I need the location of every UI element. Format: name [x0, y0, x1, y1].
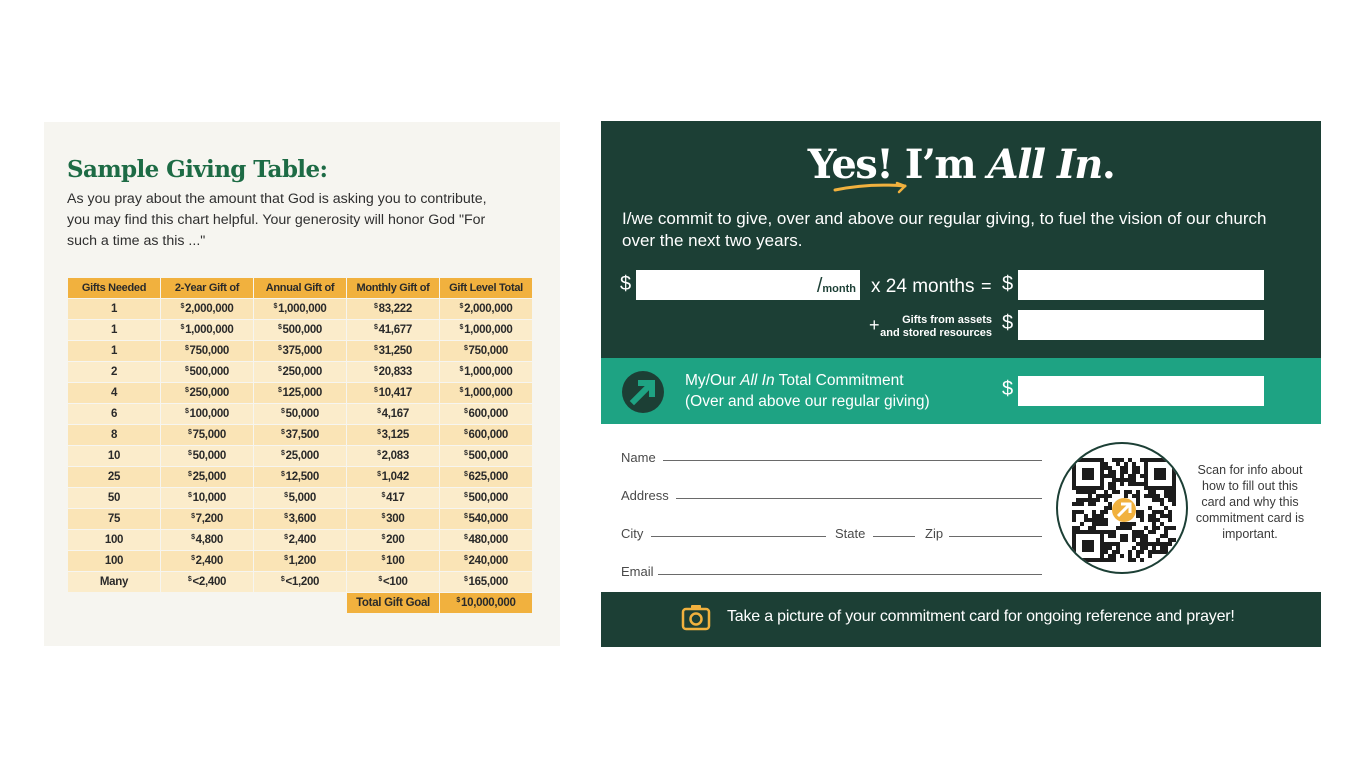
giving-table-cell: $20,833 [347, 362, 439, 382]
giving-table-cell: 100 [68, 551, 160, 571]
two-year-total-field[interactable] [1018, 270, 1264, 300]
qr-code[interactable] [1056, 442, 1188, 574]
arrow-up-right-icon [622, 371, 664, 413]
giving-table-cell: $240,000 [440, 551, 532, 571]
scan-instructions: Scan for info about how to fill out this card and why this commitment card is important. [1195, 463, 1305, 541]
giving-table-cell: $250,000 [161, 383, 253, 403]
giving-table-cell: $625,000 [440, 467, 532, 487]
giving-table-header-row [68, 278, 532, 298]
total-gift-goal-value: $10,000,000 [440, 593, 532, 613]
giving-table-cell: 25 [68, 467, 160, 487]
giving-table-row [68, 530, 532, 550]
giving-table-cell: $500,000 [440, 488, 532, 508]
giving-table-intro: As you pray about the amount that God is asking you to contribute, you may find this chart helpful. Your generosity will honor God "For such a time as this ..." [67, 191, 487, 249]
dollar-sign: $ [620, 273, 632, 295]
giving-table-cell: $600,000 [440, 425, 532, 445]
giving-table-row [68, 404, 532, 424]
total-commitment-band [601, 358, 1321, 424]
giving-table-cell: $100 [347, 551, 439, 571]
giving-table-cell: $3,600 [254, 509, 346, 529]
giving-table-cell: $540,000 [440, 509, 532, 529]
giving-table-cell: $1,000,000 [254, 299, 346, 319]
giving-table-cell: $12,500 [254, 467, 346, 487]
email-label: Email [621, 564, 654, 579]
giving-table-cell: 8 [68, 425, 160, 445]
equals-sign: = [981, 276, 992, 296]
giving-table-cell: $1,000,000 [161, 320, 253, 340]
times-24-months: x 24 months [871, 276, 975, 297]
giving-table-cell: $750,000 [161, 341, 253, 361]
giving-table-cell: $600,000 [440, 404, 532, 424]
giving-table-cell: $1,000,000 [440, 383, 532, 403]
giving-table-cell: $37,500 [254, 425, 346, 445]
giving-table-cell: $25,000 [161, 467, 253, 487]
giving-table-row [68, 488, 532, 508]
total-commitment-field[interactable] [1018, 376, 1264, 406]
giving-table-cell: $200 [347, 530, 439, 550]
giving-table-cell: 10 [68, 446, 160, 466]
address-label: Address [621, 488, 669, 503]
giving-table-cell: 6 [68, 404, 160, 424]
state-field[interactable] [873, 536, 915, 537]
contact-form [601, 424, 1321, 592]
giving-table-cell: $2,000,000 [440, 299, 532, 319]
giving-table-cell: 2 [68, 362, 160, 382]
giving-table-title: Sample Giving Table: [67, 156, 328, 183]
dollar-sign: $ [1002, 378, 1014, 400]
total-gift-goal-label: Total Gift Goal [347, 593, 439, 613]
dollar-sign: $ [1002, 312, 1014, 334]
total-commitment-label: My/Our All In Total Commitment (Over and above our regular giving) [685, 372, 930, 410]
giving-table-cell: $<100 [347, 572, 439, 592]
email-field[interactable] [658, 574, 1042, 575]
giving-table-cell: $500,000 [254, 320, 346, 340]
asset-gifts-field[interactable] [1018, 310, 1264, 340]
giving-table-cell: $480,000 [440, 530, 532, 550]
giving-table-cell: $750,000 [440, 341, 532, 361]
giving-table-cell: 1 [68, 299, 160, 319]
giving-table-cell: $500,000 [440, 446, 532, 466]
giving-table-cell: $2,400 [254, 530, 346, 550]
giving-table-row [68, 341, 532, 361]
giving-table-total-row [68, 593, 532, 613]
giving-table-row [68, 299, 532, 319]
column-header: Gift Level Total [440, 278, 532, 298]
qr-code-pattern [1058, 444, 1188, 574]
giving-table-cell: $4,800 [161, 530, 253, 550]
commitment-statement: I/we commit to give, over and above our regular giving, to fuel the vision of our church over the next two years. [622, 209, 1267, 250]
giving-table-cell: $5,000 [254, 488, 346, 508]
giving-table [67, 277, 533, 614]
giving-table-row [68, 362, 532, 382]
column-header: 2-Year Gift of [161, 278, 253, 298]
giving-table-cell: $250,000 [254, 362, 346, 382]
giving-table-cell: 1 [68, 320, 160, 340]
giving-table-cell: $375,000 [254, 341, 346, 361]
name-label: Name [621, 450, 656, 465]
per-month-label: /month [816, 275, 856, 297]
city-label: City [621, 526, 644, 541]
giving-table-cell: $4,167 [347, 404, 439, 424]
giving-table-cell: $417 [347, 488, 439, 508]
giving-table-cell: $2,400 [161, 551, 253, 571]
giving-table-cell: $500,000 [161, 362, 253, 382]
giving-table-row [68, 572, 532, 592]
giving-table-row [68, 551, 532, 571]
column-header: Monthly Gift of [347, 278, 439, 298]
column-header: Gifts Needed [68, 278, 160, 298]
giving-table-cell: 4 [68, 383, 160, 403]
commitment-card [601, 121, 1321, 647]
zip-label: Zip [925, 526, 944, 541]
underline-swoosh-icon [833, 181, 909, 195]
name-field[interactable] [663, 460, 1042, 461]
giving-table-cell: $2,000,000 [161, 299, 253, 319]
giving-table-cell: $25,000 [254, 446, 346, 466]
giving-table-row [68, 320, 532, 340]
giving-table-cell: $75,000 [161, 425, 253, 445]
giving-table-row [68, 425, 532, 445]
giving-table-cell: $1,200 [254, 551, 346, 571]
column-header: Annual Gift of [254, 278, 346, 298]
plus-sign: + [869, 315, 880, 335]
giving-table-cell: 50 [68, 488, 160, 508]
giving-table-cell: $<2,400 [161, 572, 253, 592]
zip-field[interactable] [949, 536, 1042, 537]
giving-table-cell: $1,000,000 [440, 362, 532, 382]
dollar-sign: $ [1002, 273, 1014, 295]
giving-table-cell: $<1,200 [254, 572, 346, 592]
giving-table-cell: $100,000 [161, 404, 253, 424]
giving-table-cell: $31,250 [347, 341, 439, 361]
photo-reminder-band [601, 592, 1321, 647]
giving-table-cell: $125,000 [254, 383, 346, 403]
headline: Yes! I’m All In. [807, 141, 1115, 188]
giving-table-cell: $1,000,000 [440, 320, 532, 340]
giving-table-row [68, 383, 532, 403]
giving-table-row [68, 446, 532, 466]
giving-table-cell: $7,200 [161, 509, 253, 529]
giving-table-row [68, 467, 532, 487]
state-label: State [835, 526, 866, 541]
camera-icon [681, 603, 711, 631]
giving-table-cell: $10,000 [161, 488, 253, 508]
giving-table-cell: $165,000 [440, 572, 532, 592]
giving-table-cell: Many [68, 572, 160, 592]
giving-table-cell: 1 [68, 341, 160, 361]
giving-table-body [68, 299, 532, 592]
giving-table-cell: $10,417 [347, 383, 439, 403]
giving-table-cell: $2,083 [347, 446, 439, 466]
giving-table-cell: $83,222 [347, 299, 439, 319]
giving-table-cell: $50,000 [254, 404, 346, 424]
gifts-from-assets-label: Gifts from assets and stored resources [880, 314, 992, 339]
city-field[interactable] [651, 536, 826, 537]
giving-table-cell: 100 [68, 530, 160, 550]
sample-giving-card [44, 122, 560, 646]
giving-table-cell: $50,000 [161, 446, 253, 466]
giving-table-cell: $41,677 [347, 320, 439, 340]
photo-reminder-text: Take a picture of your commitment card for ongoing reference and prayer! [727, 608, 1235, 625]
giving-table-cell: $300 [347, 509, 439, 529]
giving-table-cell: $1,042 [347, 467, 439, 487]
giving-table-row [68, 509, 532, 529]
giving-table-cell: 75 [68, 509, 160, 529]
giving-table-cell: $3,125 [347, 425, 439, 445]
monthly-amount-field[interactable] [636, 270, 860, 300]
address-field[interactable] [676, 498, 1042, 499]
commitment-top-panel [601, 121, 1321, 358]
